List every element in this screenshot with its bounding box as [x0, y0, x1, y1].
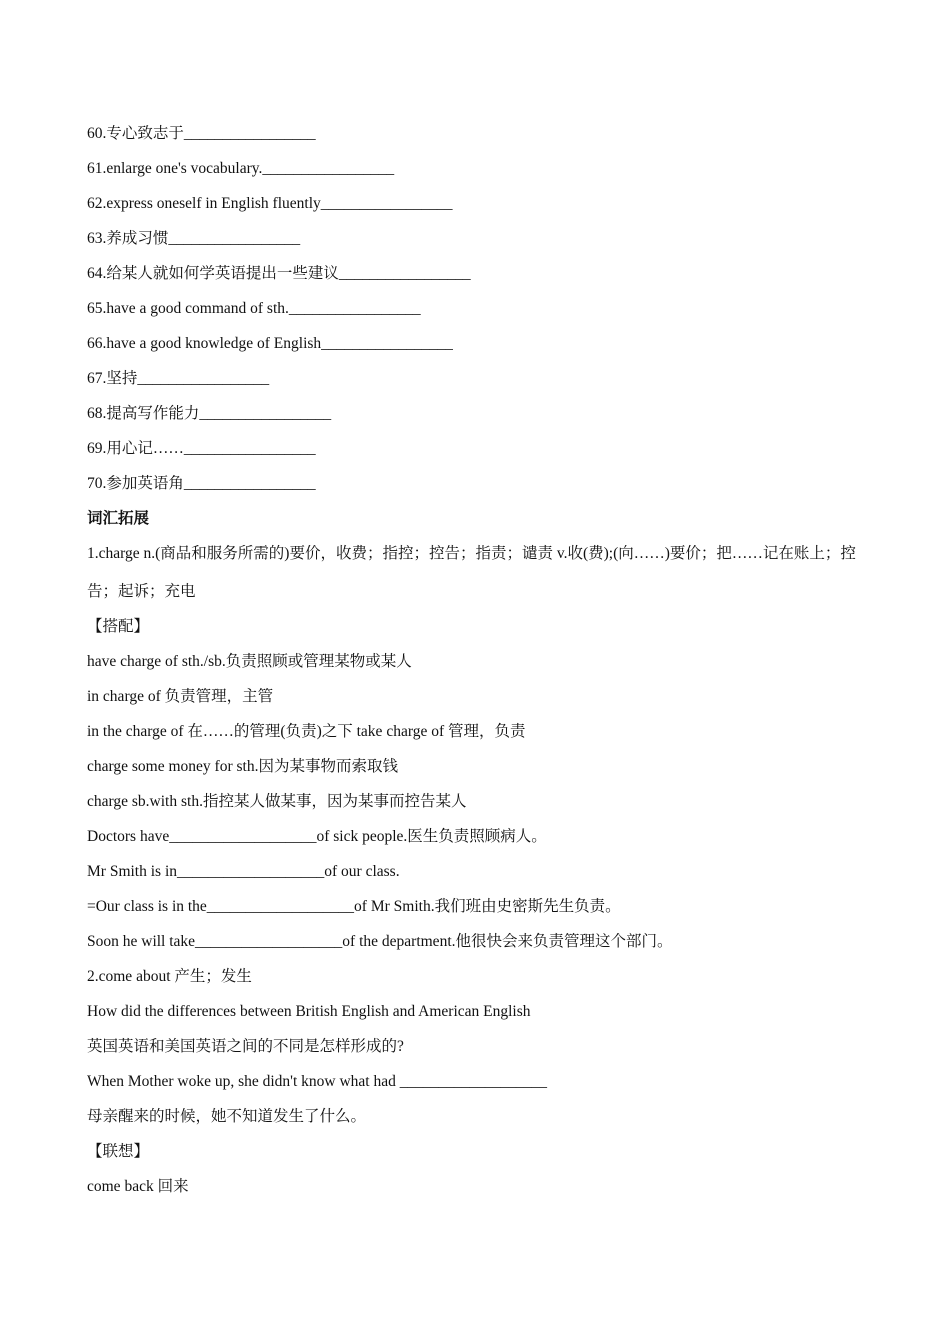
exercise-68: 68.提高写作能力_________________: [87, 405, 332, 422]
collocation-label: 【搭配】: [87, 618, 150, 635]
association-item: come back 回来: [87, 1178, 189, 1195]
exercise-61: 61.enlarge one's vocabulary._________________: [87, 160, 395, 177]
exercise-65: 65.have a good command of sth._________________: [87, 300, 421, 317]
collocation-item: in charge of 负责管理，主管: [87, 688, 274, 705]
exercise-60: 60.专心致志于_________________: [87, 125, 316, 142]
collocation-item: in the charge of 在……的管理(负责)之下 take charge of 管理，负责: [87, 723, 526, 740]
example-sentence: Mr Smith is in___________________of our class.: [87, 863, 400, 880]
section-title: 词汇拓展: [87, 510, 150, 527]
exercise-63: 63.养成习惯_________________: [87, 230, 301, 247]
come-about-line: How did the differences between British English and American English: [87, 1003, 531, 1020]
come-about-line: 母亲醒来的时候，她不知道发生了什么。: [87, 1108, 367, 1125]
example-sentence: =Our class is in the___________________of Mr Smith.我们班由史密斯先生负责。: [87, 898, 621, 915]
collocation-item: have charge of sth./sb.负责照顾或管理某物或某人: [87, 653, 412, 670]
association-label: 【联想】: [87, 1143, 150, 1160]
collocation-item: charge sb.with sth.指控某人做某事，因为某事而控告某人: [87, 793, 467, 810]
exercise-64: 64.给某人就如何学英语提出一些建议_________________: [87, 265, 471, 282]
come-about-line: 英国英语和美国英语之间的不同是怎样形成的?: [87, 1038, 404, 1055]
example-sentence: Soon he will take___________________of the department.他很快会来负责管理这个部门。: [87, 933, 673, 950]
document-page: [87, 124, 867, 1212]
exercise-67: 67.坚持_________________: [87, 370, 270, 387]
collocation-item: charge some money for sth.因为某事物而索取钱: [87, 758, 398, 775]
exercise-70: 70.参加英语角_________________: [87, 475, 316, 492]
exercise-69: 69.用心记……_________________: [87, 440, 316, 457]
come-about-line: When Mother woke up, she didn't know what had ___________________: [87, 1073, 547, 1090]
come-about-definition: 2.come about 产生；发生: [87, 968, 252, 985]
example-sentence: Doctors have___________________of sick people.医生负责照顾病人。: [87, 828, 547, 845]
exercise-66: 66.have a good knowledge of English_________________: [87, 335, 453, 352]
exercise-62: 62.express oneself in English fluently_________________: [87, 195, 453, 212]
charge-definition: 1.charge n.(商品和服务所需的)要价，收费；指控；控告；指责；谴责 v.收(费);(向……)要价；把……记在账上；控告；起诉；充电: [87, 545, 856, 600]
